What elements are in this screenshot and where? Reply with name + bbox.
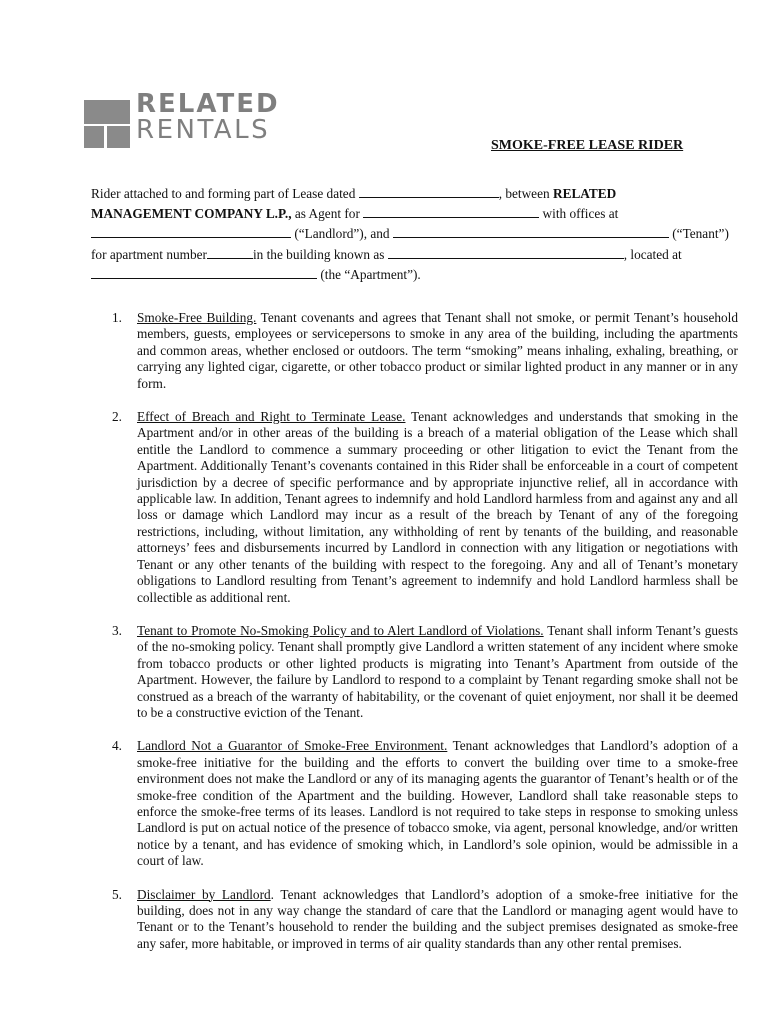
- intro-text: (the “Apartment”).: [320, 266, 421, 282]
- section-heading: Disclaimer by Landlord: [137, 886, 271, 902]
- section-body: Tenant acknowledges that Landlord’s adoption of a smoke-free initiative for the building and the efforts to convert the building over time to a smoke-free environment does not make the Landlord or any of its managing agents the guarantor of Tenant’s health or of the smoke-free condition of the Apartment and the building. However, Landlord shall take reasonable steps to enforce the smoke-free terms of its leases. Landlord is not required to take steps in response to smoking unless Landlord is put on actual notice of the presence of tobacco smoke, via agent, personal knowledge, and/or written notice by a tenant, and has evidence of smoking which, in Landlord’s sole opinion, would be admissible in a court of law.: [137, 738, 738, 869]
- section-number: 2.: [112, 409, 122, 425]
- intro-text: , located at: [623, 246, 682, 262]
- section-heading: Tenant to Promote No-Smoking Policy and to Alert Landlord of Violations.: [137, 622, 544, 638]
- section-body: . Tenant acknowledges that Landlord’s adoption of a smoke-free initiative for the building, does not in any way change the standard of care that the Landlord or managing agent would have to Tenant or to the Tenant’s household to render the building and the subject premises designated as smoke-free any safer, more habitable, or improved in terms of air quality standards than any other rental premises.: [137, 886, 738, 951]
- section-number: 5.: [112, 886, 122, 902]
- section-number: 1.: [112, 310, 122, 325]
- intro-text: Rider attached to and forming part of Lease dated: [91, 186, 356, 201]
- intro-text: for apartment number: [91, 246, 207, 262]
- section-item: [112, 623, 738, 721]
- intro-line-1: [91, 184, 741, 204]
- document-title: SMOKE-FREE LEASE RIDER: [491, 138, 684, 153]
- apartment-number-blank[interactable]: [207, 245, 253, 259]
- section-item: [112, 738, 738, 869]
- intro-line-5: [91, 265, 741, 285]
- section-body: Tenant acknowledges and understands that smoking in the Apartment and/or in other areas of the building is a breach of a material obligation of the Lease which shall entitle the Landlord to commence a summary proceeding or other litigation to evict the Tenant from the Apartment. Additionally Tenant’s covenants contained in this Rider shall be enforceable in a court of competent jurisdiction by a decree of specific performance and by appropriate injunctive relief, all in accordance with applicable law. In addition, Tenant agrees to indemnify and hold Landlord harmless from and against any and all loss or damage which Landlord may incur as a result of the breach by Tenant of any of the foregoing restrictions, including, without limitation, any withholding of rent by tenants of the building, and reasonable attorneys’ fees and disbursements incurred by Landlord in connection with any litigation or negotiations with Tenant or any other tenants of the building with respect to the foregoing. Any and all of Tenant’s monetary obligations to Landlord resulting from Tenant’s agreement to indemnify and hold Landlord harmless shall be collectible as additional rent.: [137, 409, 738, 605]
- tenant-name-blank[interactable]: [393, 224, 669, 238]
- rider-intro: [91, 184, 741, 285]
- section-item: [112, 310, 738, 392]
- section-heading: Smoke-Free Building.: [137, 310, 257, 325]
- company-name: MANAGEMENT COMPANY L.P.,: [91, 206, 292, 222]
- related-rentals-logo: [84, 89, 294, 152]
- offices-blank[interactable]: [91, 224, 291, 238]
- intro-text: as Agent for: [294, 206, 360, 222]
- section-item: [112, 887, 738, 953]
- intro-text: in the building known as: [252, 246, 385, 262]
- company-name: RELATED: [552, 186, 617, 201]
- logo-text-related: RELATED: [136, 89, 280, 119]
- intro-line-4: [91, 245, 741, 265]
- section-number: 4.: [112, 738, 122, 754]
- section-heading: Effect of Breach and Right to Terminate Lease.: [137, 409, 406, 425]
- rider-sections: [112, 310, 738, 969]
- address-blank[interactable]: [91, 265, 317, 279]
- lease-date-blank[interactable]: [359, 184, 499, 198]
- intro-text: (“Landlord”), and: [294, 226, 390, 242]
- section-number: 3.: [112, 622, 122, 638]
- logo-mark-icon: [84, 100, 130, 148]
- intro-text: (“Tenant”): [672, 226, 729, 242]
- section-item: [112, 409, 738, 606]
- section-heading: Landlord Not a Guarantor of Smoke-Free Environment.: [137, 738, 448, 754]
- logo-text-rentals: RENTALS: [136, 115, 271, 145]
- intro-text: with offices at: [542, 206, 619, 222]
- intro-line-2: [91, 204, 741, 224]
- building-name-blank[interactable]: [388, 245, 624, 259]
- section-body: Tenant shall inform Tenant’s guests of the no-smoking policy. Tenant shall promptly give Landlord a written statement of any incident where smoke from tobacco products or other lighted products is migrating into Tenant’s Apartment from outside of the Apartment. However, the failure by Landlord to respond to a complaint by Tenant regarding smoke shall not be construed as a breach of the warranty of habitability, or the covenant of quiet enjoyment, nor shall it be deemed to be a constructive eviction of the Tenant.: [137, 622, 738, 720]
- agent-for-blank[interactable]: [363, 204, 539, 218]
- section-body: Tenant covenants and agrees that Tenant shall not smoke, or permit Tenant’s household members, guests, employees or servicepersons to smoke in any area of the building, including the apartments and common areas, whether enclosed or outdoors. The term “smoking” means inhaling, exhaling, breathing, or carrying any lighted cigar, cigarette, or other tobacco product or similar lighted product in any manner or in any form.: [137, 310, 738, 391]
- intro-line-3: [91, 224, 741, 244]
- intro-text: , between: [498, 186, 550, 201]
